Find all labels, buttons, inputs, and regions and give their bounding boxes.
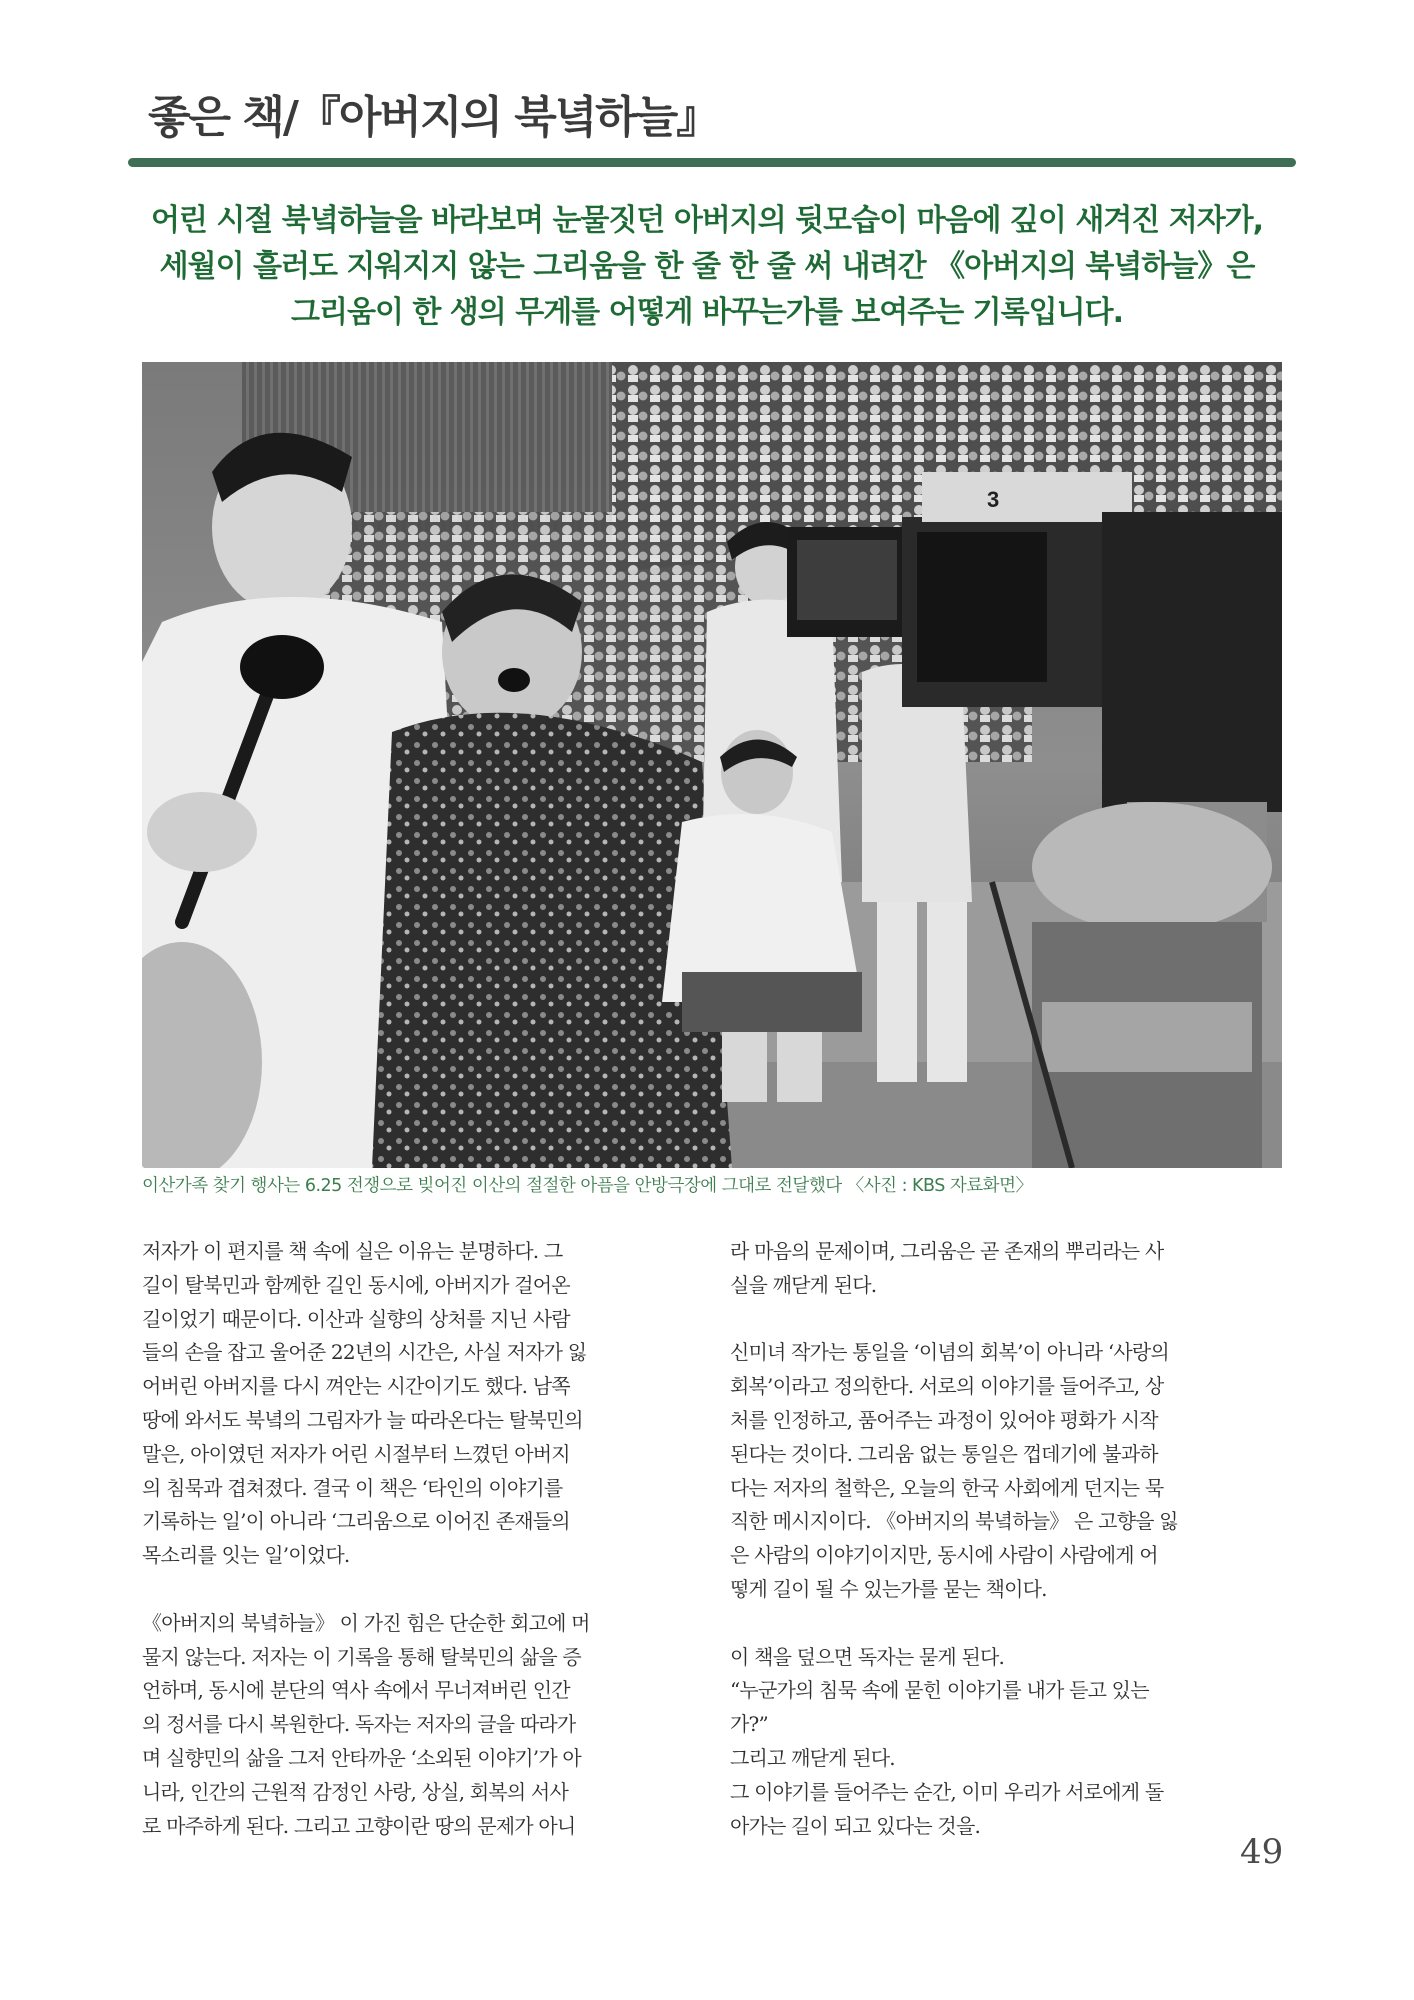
body-line: 의 정서를 다시 복원한다. 독자는 저자의 글을 따라가	[142, 1712, 576, 1737]
body-line: 직한 메시지이다. 《아버지의 북녘하늘》 은 고향을 잃	[730, 1509, 1178, 1534]
body-line: 실을 깨닫게 된다.	[730, 1272, 877, 1297]
body-line: 떻게 길이 될 수 있는가를 묻는 책이다.	[730, 1576, 1047, 1601]
body-line: 이 책을 덮으면 독자는 묻게 된다.	[730, 1644, 1005, 1669]
body-line: 목소리를 잇는 일’이었다.	[142, 1543, 350, 1568]
body-line: 땅에 와서도 북녘의 그림자가 늘 따라온다는 탈북민의	[142, 1407, 583, 1432]
header-rule	[128, 158, 1296, 167]
body-line: 은 사람의 이야기이지만, 동시에 사람이 사람에게 어	[730, 1543, 1158, 1568]
page-title: 좋은 책/『아버지의 북녘하늘』	[148, 92, 719, 143]
lede-line: 그리움이 한 생의 무게를 어떻게 바꾸는가를 보여주는 기록입니다.	[291, 295, 1123, 330]
body-paragraph	[142, 1607, 690, 1844]
body-line: “누군가의 침묵 속에 묻힌 이야기를 내가 듣고 있는	[730, 1678, 1149, 1703]
body-line: 어버린 아버지를 다시 껴안는 시간이기도 했다. 남쪽	[142, 1374, 570, 1399]
body-line: 처를 인정하고, 품어주는 과정이 있어야 평화가 시작	[730, 1407, 1158, 1432]
body-paragraph	[142, 1235, 690, 1573]
body-paragraph	[730, 1641, 1282, 1844]
lede-line: 어린 시절 북녘하늘을 바라보며 눈물짓던 아버지의 뒷모습이 마음에 깊이 새겨진 저자가,	[150, 203, 1264, 238]
lede-paragraph	[140, 198, 1274, 336]
body-line: 기록하는 일’이 아니라 ‘그리움으로 이어진 존재들의	[142, 1509, 570, 1534]
body-line: 언하며, 동시에 분단의 역사 속에서 무너져버린 인간	[142, 1678, 570, 1703]
body-line: 라 마음의 문제이며, 그리움은 곧 존재의 뿌리라는 사	[730, 1239, 1164, 1263]
camera-number: 3	[987, 487, 1000, 512]
body-line: 《아버지의 북녘하늘》 이 가진 힘은 단순한 회고에 머	[142, 1610, 590, 1635]
body-line: 신미녀 작가는 통일을 ‘이념의 회복’이 아니라 ‘사랑의	[730, 1340, 1169, 1365]
body-line: 그리고 깨닫게 된다.	[730, 1745, 895, 1770]
body-column-left	[142, 1235, 690, 1843]
news-photo	[142, 362, 1282, 1168]
body-line: 의 침묵과 겹쳐졌다. 결국 이 책은 ‘타인의 이야기를	[142, 1475, 563, 1500]
body-line: 물지 않는다. 저자는 이 기록을 통해 탈북민의 삶을 증	[142, 1644, 581, 1669]
body-line: 니라, 인간의 근원적 감정인 사랑, 상실, 회복의 서사	[142, 1779, 568, 1804]
photo-illustration	[142, 362, 1282, 1168]
paragraph-gap	[730, 1607, 1282, 1641]
body-line: 다는 저자의 철학은, 오늘의 한국 사회에게 던지는 묵	[730, 1475, 1164, 1500]
body-line: 며 실향민의 삶을 그저 안타까운 ‘소외된 이야기’가 아	[142, 1745, 581, 1770]
body-line: 들의 손을 잡고 울어준 22년의 시간은, 사실 저자가 잃	[142, 1340, 587, 1365]
body-line: 저자가 이 편지를 책 속에 실은 이유는 분명하다. 그	[142, 1239, 563, 1263]
paragraph-gap	[142, 1573, 690, 1607]
body-column-right	[730, 1235, 1282, 1843]
photo-caption: 이산가족 찾기 행사는 6.25 전쟁으로 빚어진 이산의 절절한 아픔을 안방극장에 그대로 전달했다 〈사진 : KBS 자료화면〉	[142, 1176, 1033, 1196]
paragraph-gap	[730, 1303, 1282, 1337]
body-line: 말은, 아이였던 저자가 어린 시절부터 느꼈던 아버지	[142, 1441, 570, 1466]
lede-line: 세월이 흘러도 지워지지 않는 그리움을 한 줄 한 줄 써 내려간 《아버지의 북녘하늘》은	[159, 249, 1255, 284]
body-line: 길이었기 때문이다. 이산과 실향의 상처를 지닌 사람	[142, 1306, 570, 1331]
body-line: 회복’이라고 정의한다. 서로의 이야기를 들어주고, 상	[730, 1374, 1164, 1399]
body-paragraph	[730, 1336, 1282, 1606]
body-paragraph	[730, 1235, 1282, 1303]
body-line: 가?”	[730, 1712, 768, 1737]
body-line: 그 이야기를 들어주는 순간, 이미 우리가 서로에게 돌	[730, 1779, 1164, 1804]
body-line: 로 마주하게 된다. 그리고 고향이란 땅의 문제가 아니	[142, 1813, 576, 1838]
page-number: 49	[1240, 1832, 1284, 1872]
body-line: 된다는 것이다. 그리움 없는 통일은 껍데기에 불과하	[730, 1441, 1158, 1466]
body-line: 아가는 길이 되고 있다는 것을.	[730, 1813, 981, 1838]
body-line: 길이 탈북민과 함께한 길인 동시에, 아버지가 걸어온	[142, 1272, 570, 1297]
